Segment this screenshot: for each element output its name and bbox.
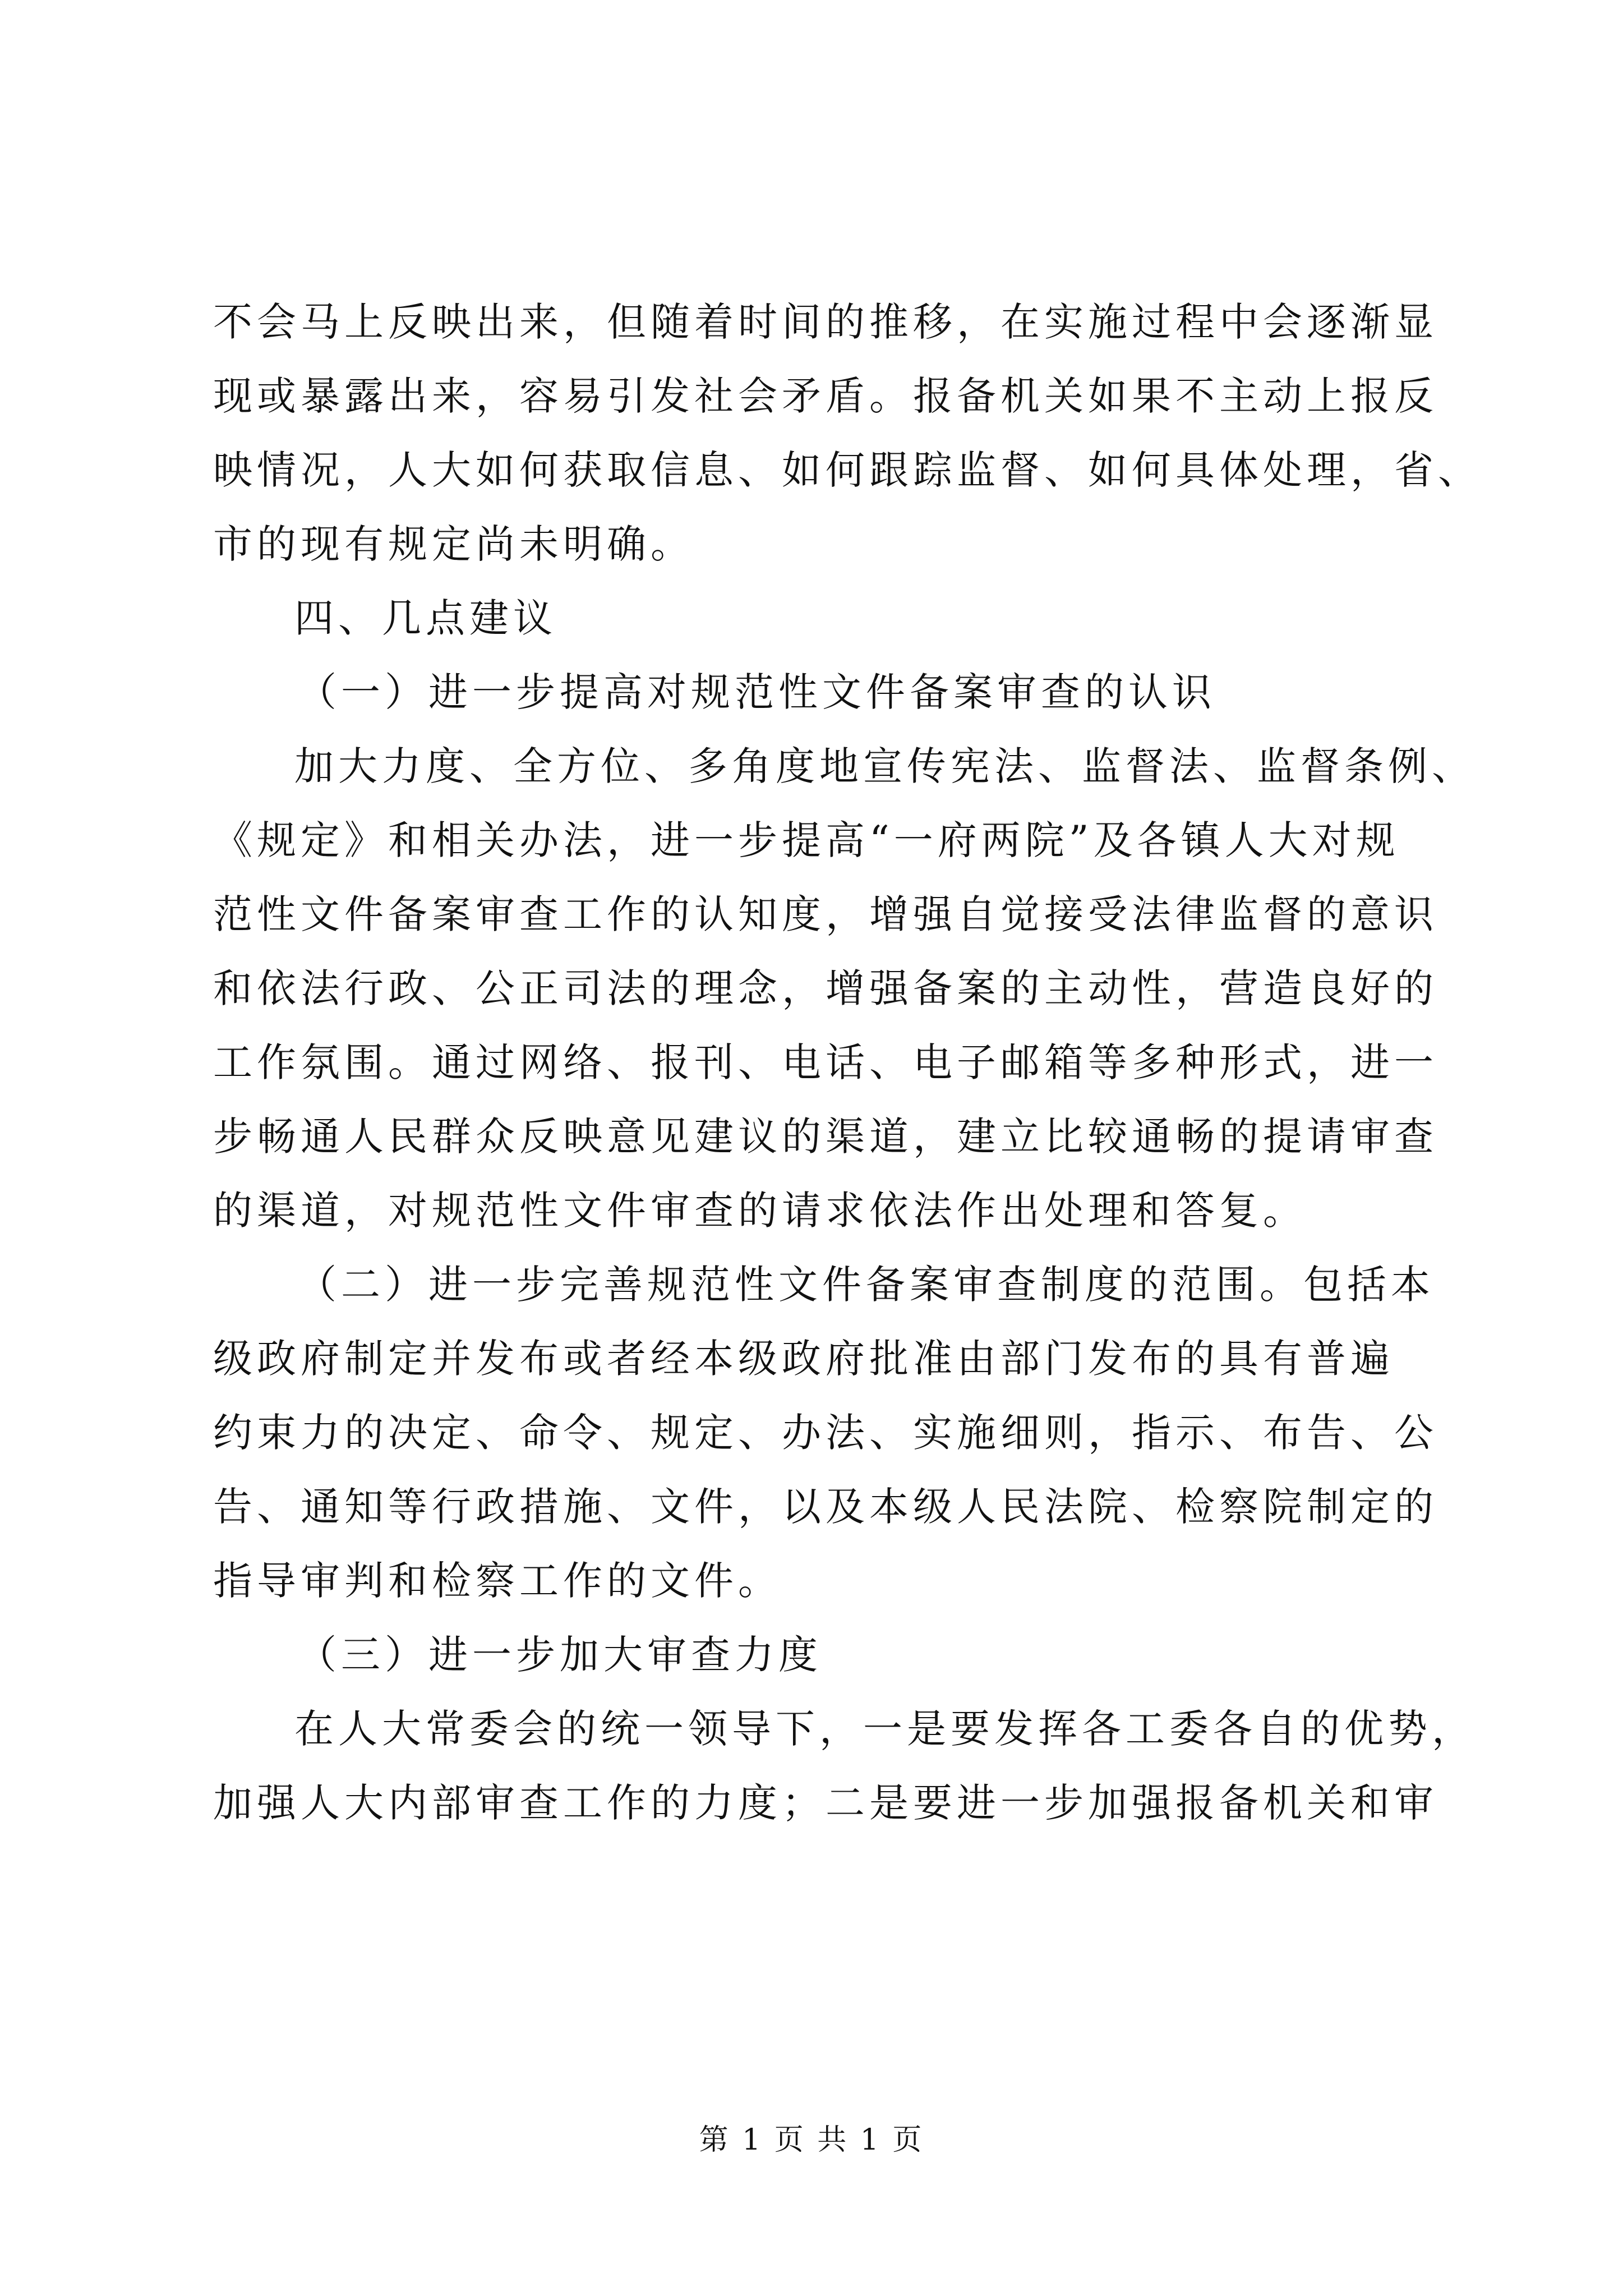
paragraph-line: 加强人大内部审查工作的力度；二是要进一步加强报备机关和审	[213, 1780, 1438, 1826]
subsection-heading: （三）进一步加大审查力度	[297, 1632, 822, 1678]
subsection-heading: （一）进一步提高对规范性文件备案审查的认识	[297, 669, 1216, 715]
paragraph-line: 现或暴露出来，容易引发社会矛盾。报备机关如果不主动上报反	[213, 373, 1438, 419]
paragraph-line: 映情况，人大如何获取信息、如何跟踪监督、如何具体处理，省、	[213, 447, 1482, 493]
paragraph-line: 级政府制定并发布或者经本级政府批准由部门发布的具有普遍	[213, 1336, 1394, 1382]
paragraph-line: 约束力的决定、命令、规定、办法、实施细则，指示、布告、公	[213, 1410, 1438, 1456]
section-heading: 四、几点建议	[294, 595, 557, 641]
paragraph-line: 市的现有规定尚未明确。	[213, 521, 694, 567]
paragraph-line: 指导审判和检察工作的文件。	[213, 1558, 782, 1604]
paragraph-line: 在人大常委会的统一领导下，一是要发挥各工委各自的优势，	[294, 1706, 1476, 1752]
paragraph-line: 《规定》和相关办法，进一步提高“一府两院”及各镇人大对规	[213, 817, 1400, 863]
page-footer: 第 1 页 共 1 页	[699, 2123, 924, 2157]
paragraph-line: 工作氛围。通过网络、报刊、电话、电子邮箱等多种形式，进一	[213, 1039, 1438, 1085]
document-body	[213, 285, 1482, 1840]
paragraph-line: 不会马上反映出来，但随着时间的推移，在实施过程中会逐渐显	[213, 299, 1438, 345]
paragraph-line: 加大力度、全方位、多角度地宣传宪法、监督法、监督条例、	[294, 743, 1476, 789]
paragraph-line: 范性文件备案审查工作的认知度，增强自觉接受法律监督的意识	[213, 891, 1438, 937]
paragraph-line: 告、通知等行政措施、文件，以及本级人民法院、检察院制定的	[213, 1484, 1438, 1530]
subsection-heading: （二）进一步完善规范性文件备案审查制度的范围。包括本	[297, 1262, 1435, 1308]
paragraph-line: 的渠道，对规范性文件审查的请求依法作出处理和答复。	[213, 1188, 1307, 1234]
paragraph-line: 步畅通人民群众反映意见建议的渠道，建立比较通畅的提请审查	[213, 1114, 1438, 1159]
paragraph-line: 和依法行政、公正司法的理念，增强备案的主动性，营造良好的	[213, 965, 1438, 1011]
